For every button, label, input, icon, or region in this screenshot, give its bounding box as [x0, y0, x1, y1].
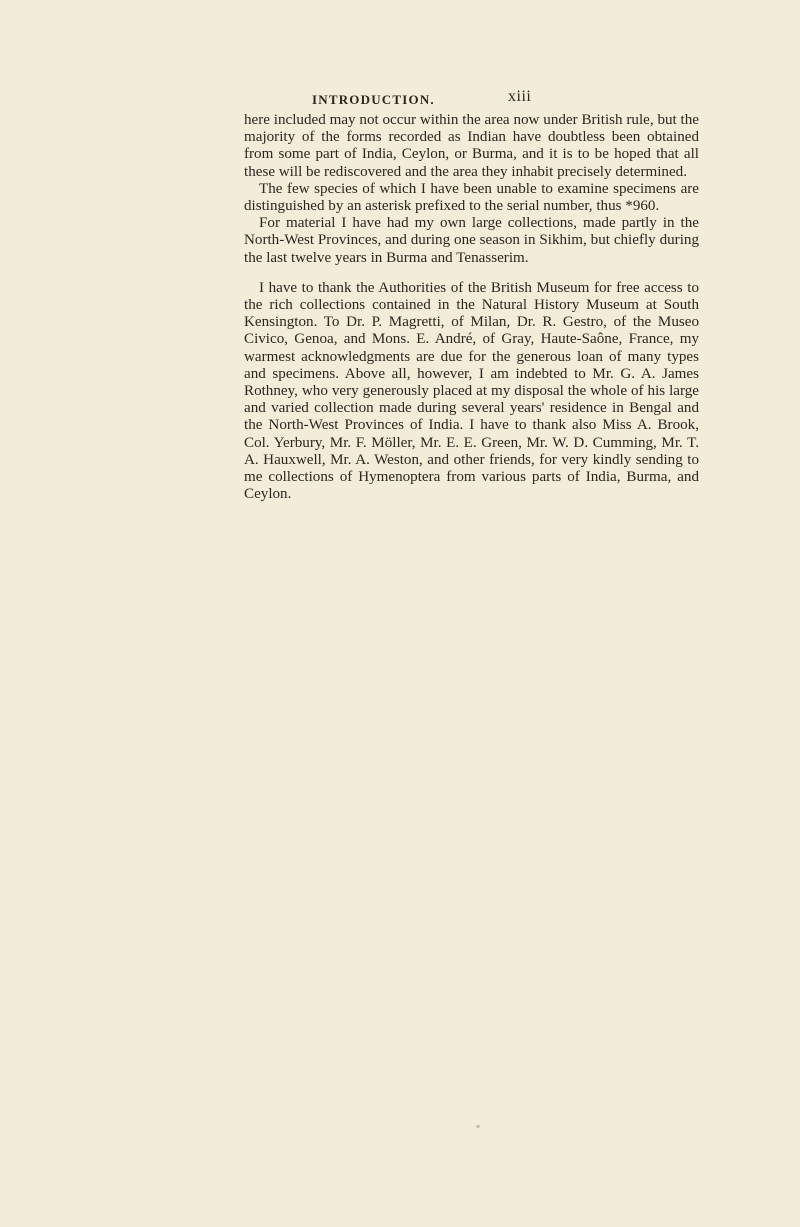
- paragraph-unexamined-species: The few species of which I have been unable to examine specimens are distinguished by an asterisk prefixed to the serial number, thus *960.: [244, 180, 699, 215]
- paragraph-acknowledgments: I have to thank the Authorities of the British Museum for free access to the rich collections contained in the Natural History Museum at South Kensington. To Dr. P. Magretti, of Milan, Dr. R. Gestro, of the Museo Civico, Genoa, and Mons. E. André, of Gray, Haute-Saône, France, my warmest acknowledgments are due for the generous loan of many types and specimens. Above all, however, I am indebted to Mr. G. A. James Rothney, who very generously placed at my disposal the whole of his large and varied collection made during several years' residence in Bengal and the North-West Provinces of India. I have to thank also Miss A. Brook, Col. Yerbury, Mr. F. Möller, Mr. E. E. Green, Mr. W. D. Cumming, Mr. T. A. Hauxwell, Mr. A. Weston, and other friends, for very kindly sending to me collections of Hymenoptera from various parts of India, Burma, and Ceylon.: [244, 279, 699, 503]
- paragraph-material: For material I have had my own large collections, made partly in the North-West Provinces, and during one season in Sikhim, but chiefly during the last twelve years in Burma and Tenasserim.: [244, 215, 699, 266]
- paragraph-continuation: here included may not occur within the area now under British rule, but the majority of the forms recorded as Indian have doubtless been obtained from some part of India, Ceylon, or Burma, and it is to be hoped that all these will be rediscovered and the area they inhabit precisely determined.: [244, 112, 699, 180]
- page-number: xiii: [508, 88, 532, 105]
- running-title: INTRODUCTION.: [312, 92, 435, 107]
- paper-speck: [476, 1125, 480, 1128]
- body-text: [244, 112, 699, 503]
- running-head: [262, 88, 662, 112]
